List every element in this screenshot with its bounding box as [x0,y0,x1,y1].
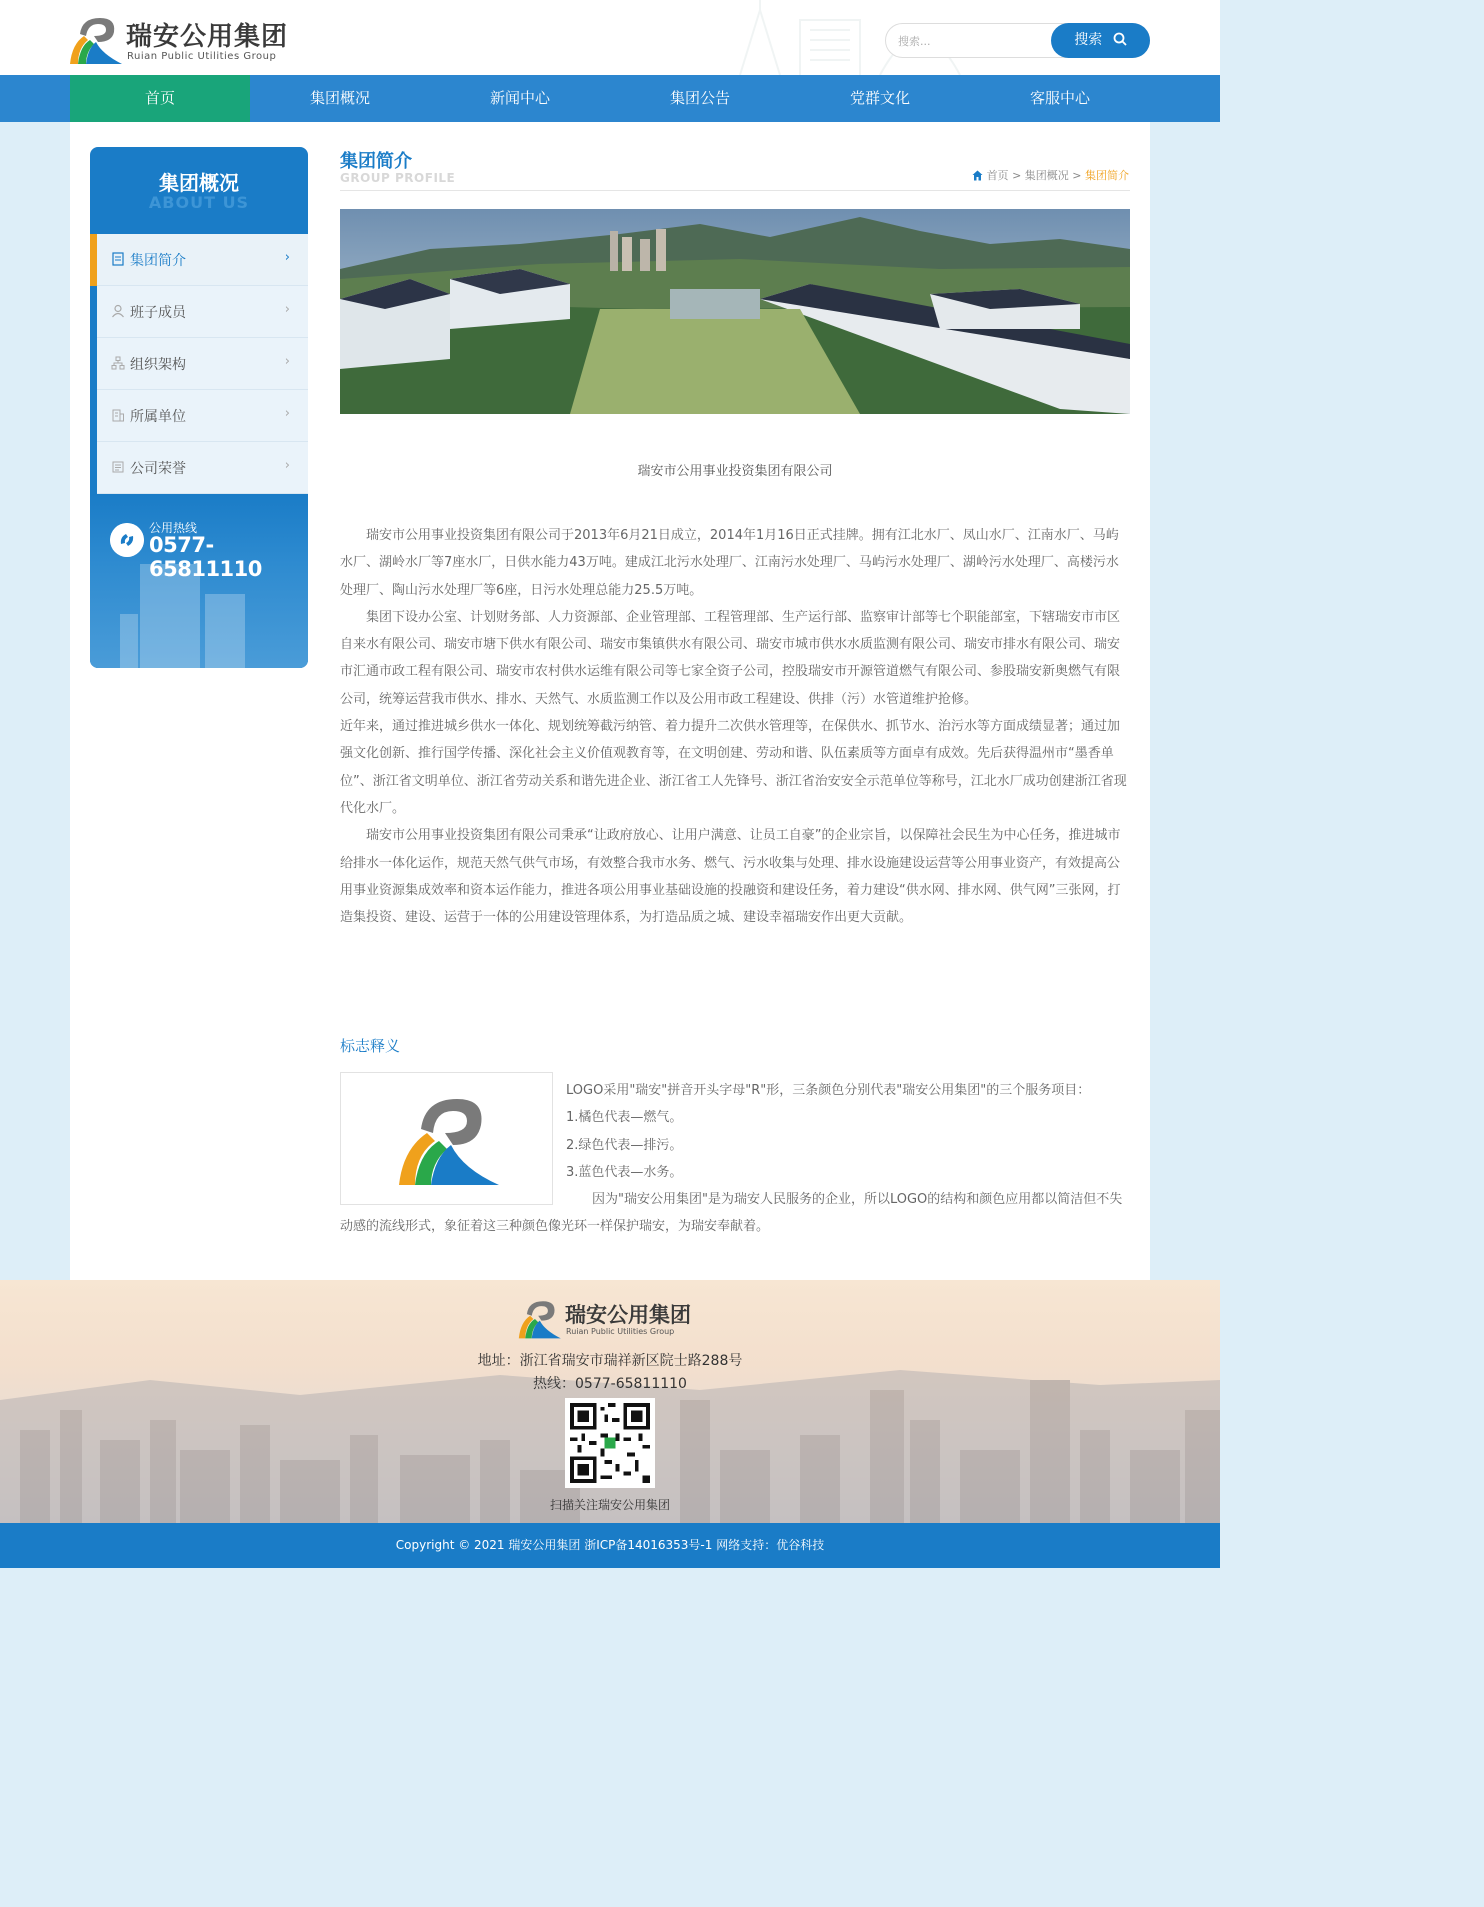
logo-float-spacer [340,1077,566,1212]
sidebar-item-indicator [90,442,97,494]
sidebar-item-org-structure[interactable] [97,338,308,390]
profile-text [340,522,1130,931]
hotline-number: 0577-65811110 [149,533,262,581]
building-icon [111,408,125,422]
nav-item-home[interactable]: 首页 [70,75,250,122]
wechat-qr-code [565,1398,655,1488]
sidebar-item-group-profile[interactable] [97,234,308,286]
document-icon [111,252,125,266]
sidebar-header [90,147,308,234]
breadcrumb-current: 集团简介 [1085,169,1129,182]
chevron-right-icon: › [284,406,290,421]
site-logo[interactable] [68,12,298,66]
hotline-panel [90,494,308,668]
site-header [0,0,1220,75]
sidebar-subtitle: ABOUT US [148,193,250,212]
page-subtitle: GROUP PROFILE [340,171,456,185]
sidebar-item-label: 班子成员 [130,305,186,321]
nav-item-party-culture[interactable]: 党群文化 [849,89,910,107]
hotline-label: 公用热线 [149,521,198,535]
logo-description [340,1077,1130,1241]
sidebar-item-subsidiaries[interactable] [97,390,308,442]
search-button-label: 搜索 [1074,32,1103,48]
nav-item-news[interactable]: 新闻中心 [489,89,550,107]
search-button[interactable] [1051,23,1150,58]
chevron-right-icon: › [284,250,290,265]
sidebar [90,147,308,668]
search-icon [1113,32,1127,46]
profile-paragraph: 近年来，通过推进城乡供水一体化、规划统筹截污纳管、着力提升二次供水管理等，在保供水、抓节水、治污水等方面成绩显著；通过加强文化创新、推行国学传播、深化社会主义价值观教育等，在文明创建、劳动和谐、队伍素质等方面卓有成效。先后获得温州市“墨香单位”、浙江省文明单位、浙江省劳动关系和谐先进企业、浙江省工人先锋号、浙江省治安安全示范单位等称号，江北水厂成功创建浙江省现代化水厂。 [340,719,1127,816]
sidebar-title: 集团概况 [159,171,239,195]
home-icon [972,170,983,181]
breadcrumb-home[interactable]: 首页 [986,169,1009,182]
logo-mark-icon [517,1298,561,1340]
sidebar-item-label: 组织架构 [130,357,186,373]
sidebar-item-indicator [90,390,97,442]
main-nav [0,75,1220,122]
chevron-right-icon: › [284,354,290,369]
logo-mark-icon [68,14,122,66]
sidebar-item-label: 集团简介 [130,253,186,269]
search-box [885,23,1150,58]
profile-paragraph: 瑞安市公用事业投资集团有限公司秉承“让政府放心、让用户满意、让员工自豪”的企业宗旨，以保障社会民生为中心任务，推进城市给排水一体化运作，规范天然气供气市场，有效整合我市水务、燃气、污水收集与处理、排水设施建设运营等公用事业资产，有效提高公用事业资源集成效率和资本运作能力，推进各项公用事业基础设施的投融资和建设任务，着力建设“供水网、排水网、供气网”三张网，打造集投资、建设、运营于一体的公用建设管理体系，为打造品质之城、建设幸福瑞安作出更大贡献。 [340,828,1121,926]
logo-english-name: Ruian Public Utilities Group [127,51,277,62]
sidebar-item-indicator [90,234,97,286]
breadcrumb-section[interactable]: 集团概况 [1024,169,1069,182]
profile-paragraph: 集团下设办公室、计划财务部、人力资源部、企业管理部、工程管理部、生产运行部、监察审计部等七个职能部室，下辖瑞安市市区自来水有限公司、瑞安市塘下供水有限公司、瑞安市集镇供水有限公司、瑞安市城市供水水质监测有限公司、瑞安市排水有限公司、瑞安市汇通市政工程有限公司、瑞安市农村供水运维有限公司等七家全资子公司，控股瑞安市开源管道燃气有限公司、参股瑞安新奥燃气有限公司，统筹运营我市供水、排水、天然气、水质监测工作以及公用市政工程建设、供排（污）水管道维护抢修。 [340,609,1121,707]
sidebar-menu [97,234,308,494]
logo-desc-line: 2.绿色代表—排污。 [566,1137,683,1153]
sidebar-item-indicator [90,338,97,390]
company-name: 瑞安市公用事业投资集团有限公司 [637,464,833,479]
logo-section-title: 标志释义 [340,1037,401,1055]
footer-logo-chinese-name: 瑞安公用集团 [565,1303,691,1327]
logo-desc-line: 1.橘色代表—燃气。 [566,1110,683,1126]
chevron-right-icon: › [284,302,290,317]
nav-item-notices[interactable]: 集团公告 [669,89,730,107]
footer-logo[interactable] [517,1296,707,1340]
breadcrumb [972,167,1129,183]
title-divider [340,190,1130,191]
org-chart-icon [111,356,125,370]
person-icon [111,304,125,318]
logo-desc-line: 3.蓝色代表—水务。 [566,1164,683,1180]
phone-icon [110,523,144,557]
chevron-right-icon: › [284,458,290,473]
certificate-icon [111,460,125,474]
sidebar-item-label: 公司荣誉 [130,461,186,477]
logo-desc-line: 因为"瑞安公用集团"是为瑞安人民服务的企业，所以LOGO的结构和颜色应用都以简洁但不失动感的流线形式，象征着这三种颜色像光环一样保护瑞安，为瑞安奉献着。 [340,1192,1123,1235]
footer-address: 地址：浙江省瑞安市瑞祥新区院士路288号 [477,1353,743,1369]
nav-item-about[interactable]: 集团概况 [309,89,370,107]
footer-logo-english-name: Ruian Public Utilities Group [566,1327,675,1336]
site-footer [0,1280,1220,1523]
page-title: 集团简介 [340,151,412,172]
profile-paragraph: 瑞安市公用事业投资集团有限公司于2013年6月21日成立，2014年1月16日正式挂牌。拥有江北水厂、凤山水厂、江南水厂、马屿水厂、湖岭水厂等7座水厂，日供水能力43万吨。建成江北污水处理厂、江南污水处理厂、马屿污水处理厂、湖岭污水处理厂、高楼污水处理厂、陶山污水处理厂等6座，日污水处理总能力25.5万吨。 [340,528,1119,598]
water-plant-photo [340,209,1130,414]
logo-desc-line: LOGO采用"瑞安"拼音开头字母"R"形，三条颜色分别代表"瑞安公用集团"的三个服务项目： [566,1083,1091,1098]
sidebar-item-indicator [90,286,97,338]
breadcrumb-separator: > [1012,169,1025,182]
qr-code-icon [570,1403,650,1483]
search-input[interactable] [898,32,1048,50]
sidebar-item-label: 所属单位 [130,409,186,425]
qr-caption: 扫描关注瑞安公用集团 [549,1498,670,1512]
footer-hotline: 热线：0577-65811110 [533,1376,687,1392]
logo-chinese-name: 瑞安公用集团 [126,22,289,52]
copyright-bar: Copyright © 2021 瑞安公用集团 浙ICP备14016353号-1 网络支持：优谷科技 [0,1523,1220,1568]
sidebar-item-honors[interactable] [97,442,308,494]
nav-item-service[interactable]: 客服中心 [1029,89,1090,107]
breadcrumb-separator: > [1072,169,1085,182]
sidebar-item-leadership[interactable] [97,286,308,338]
